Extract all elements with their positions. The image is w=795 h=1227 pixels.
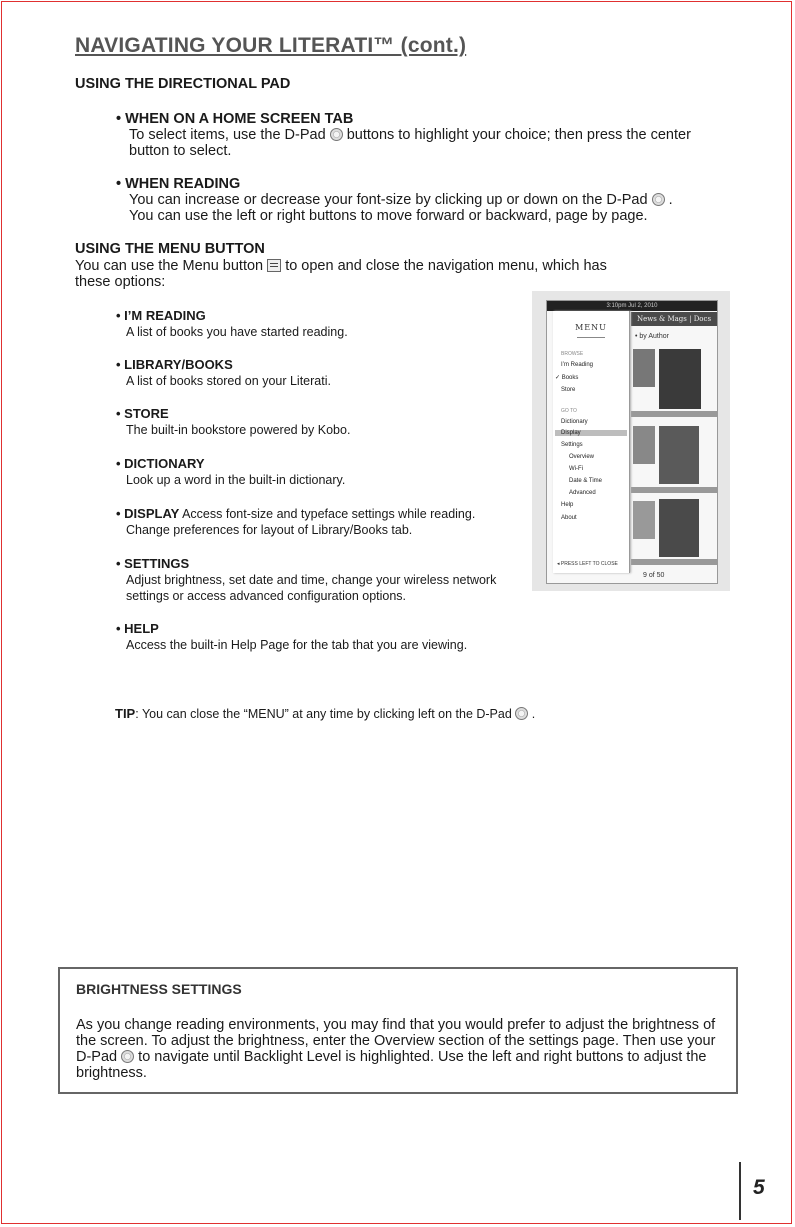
book-cover xyxy=(633,349,655,387)
device-tabs: News & Mags | Docs xyxy=(631,312,717,326)
menu-section-label: GO TO xyxy=(561,408,577,414)
menu-subitem: Wi-Fi xyxy=(569,466,583,472)
shelf xyxy=(631,559,717,565)
home-tab-text-b: buttons to highlight your choice; then press the center xyxy=(346,127,691,143)
shelf xyxy=(631,411,717,417)
option-text-2: settings or access advanced configuration options. xyxy=(126,589,407,603)
option-head: • STORE xyxy=(116,406,169,421)
option-head: • DISPLAY xyxy=(116,506,180,521)
option-text: The built-in bookstore powered by Kobo. xyxy=(126,423,351,437)
device-status-bar: 3:10pm Jul 2, 2010 xyxy=(547,301,717,311)
menu-item: Store xyxy=(561,387,576,393)
option-im-reading xyxy=(116,308,348,340)
menu-subitem: Overview xyxy=(569,454,595,460)
menu-item: Settings xyxy=(561,442,583,448)
menu-intro-c: these options: xyxy=(75,274,166,290)
dpad-icon xyxy=(330,128,343,141)
home-tab-text-a: To select items, use the D-Pad xyxy=(129,127,326,143)
dpad-icon xyxy=(652,193,665,206)
reading-head: • WHEN READING xyxy=(116,176,241,192)
page-number-bar xyxy=(739,1162,741,1220)
device-sort: • by Author xyxy=(635,333,669,340)
menu-section-label: BROWSE xyxy=(561,351,584,357)
brightness-text-a: As you change reading environments, you may find that you would prefer to adjust the brightness of the screen. To adjust the brightness, enter the Overview section of the settings page. Then use your D-Pad xyxy=(76,1017,716,1065)
brightness-heading: BRIGHTNESS SETTINGS xyxy=(76,981,242,997)
option-inline-text: Access font-size and typeface settings while reading. xyxy=(179,507,476,521)
book-cover xyxy=(659,349,701,409)
reading-bullet xyxy=(116,176,673,224)
book-cover xyxy=(633,426,655,464)
dpad-icon xyxy=(121,1050,134,1063)
option-text: Look up a word in the built-in dictionary. xyxy=(126,473,346,487)
device-screen xyxy=(546,300,718,584)
menu-subitem: Advanced xyxy=(569,490,596,496)
menu-intro-b: to open and close the navigation menu, which has xyxy=(285,258,607,274)
shelf xyxy=(631,487,717,493)
option-store xyxy=(116,406,350,438)
menu-item: ✓ Books xyxy=(555,375,579,381)
menu-divider xyxy=(577,337,605,338)
home-tab-bullet xyxy=(116,111,691,159)
menu-item: About xyxy=(561,515,577,521)
book-cover xyxy=(659,426,699,484)
option-head: • SETTINGS xyxy=(116,556,190,571)
device-menu xyxy=(553,311,630,573)
option-dictionary xyxy=(116,456,345,488)
reading-text-a: You can increase or decrease your font-size by clicking up or down on the D-Pad xyxy=(129,192,648,208)
option-text: A list of books you have started reading. xyxy=(126,325,348,339)
option-text: Access the built-in Help Page for the tab that you are viewing. xyxy=(126,638,468,652)
option-head: • DICTIONARY xyxy=(116,456,205,471)
brightness-text-b: to navigate until Backlight Level is highlighted. Use the left and right buttons to adjust the brightness. xyxy=(76,1049,707,1081)
reading-text-c: You can use the left or right buttons to move forward or backward, page by page. xyxy=(129,208,648,224)
tip-text: : You can close the “MENU” at any time by clicking left on the D-Pad xyxy=(135,707,512,721)
dpad-icon xyxy=(515,707,528,720)
menu-title: MENU xyxy=(575,323,607,332)
menu-heading: USING THE MENU BUTTON xyxy=(75,241,265,257)
brightness-box xyxy=(58,967,738,1094)
option-head: • I’M READING xyxy=(116,308,206,323)
reading-text-b: . xyxy=(668,192,673,208)
option-library xyxy=(116,357,331,389)
book-cover xyxy=(633,501,655,539)
page-number: 5 xyxy=(753,1176,765,1199)
page-title: NAVIGATING YOUR LITERATI™ (cont.) xyxy=(75,34,467,57)
option-help xyxy=(116,621,467,653)
menu-button-icon xyxy=(267,259,281,272)
option-display xyxy=(116,506,475,538)
menu-item: Dictionary xyxy=(561,419,588,425)
menu-item-selected: Display xyxy=(555,430,627,436)
menu-footer: ◂ PRESS LEFT TO CLOSE xyxy=(557,561,618,567)
option-text: Adjust brightness, set date and time, change your wireless network xyxy=(126,573,497,587)
brightness-text xyxy=(76,1017,726,1081)
menu-item: Help xyxy=(561,502,574,508)
tip-end: . xyxy=(531,707,536,721)
option-text: A list of books stored on your Literati. xyxy=(126,374,331,388)
menu-item: I’m Reading xyxy=(561,362,594,368)
option-head: • HELP xyxy=(116,621,159,636)
home-tab-text-c: button to select. xyxy=(129,143,232,159)
home-tab-head: • WHEN ON A HOME SCREEN TAB xyxy=(116,111,354,127)
book-cover xyxy=(659,499,699,557)
option-settings xyxy=(116,556,496,604)
device-page-indicator: 9 of 50 xyxy=(643,572,665,579)
tip xyxy=(115,706,535,721)
dpad-heading: USING THE DIRECTIONAL PAD xyxy=(75,76,291,92)
device-screenshot xyxy=(532,291,730,591)
option-text: Change preferences for layout of Library/Books tab. xyxy=(126,523,413,537)
tip-label: TIP xyxy=(115,706,136,721)
menu-intro xyxy=(75,258,607,290)
menu-intro-a: You can use the Menu button xyxy=(75,258,264,274)
option-head: • LIBRARY/BOOKS xyxy=(116,357,233,372)
menu-subitem: Date & Time xyxy=(569,478,603,484)
